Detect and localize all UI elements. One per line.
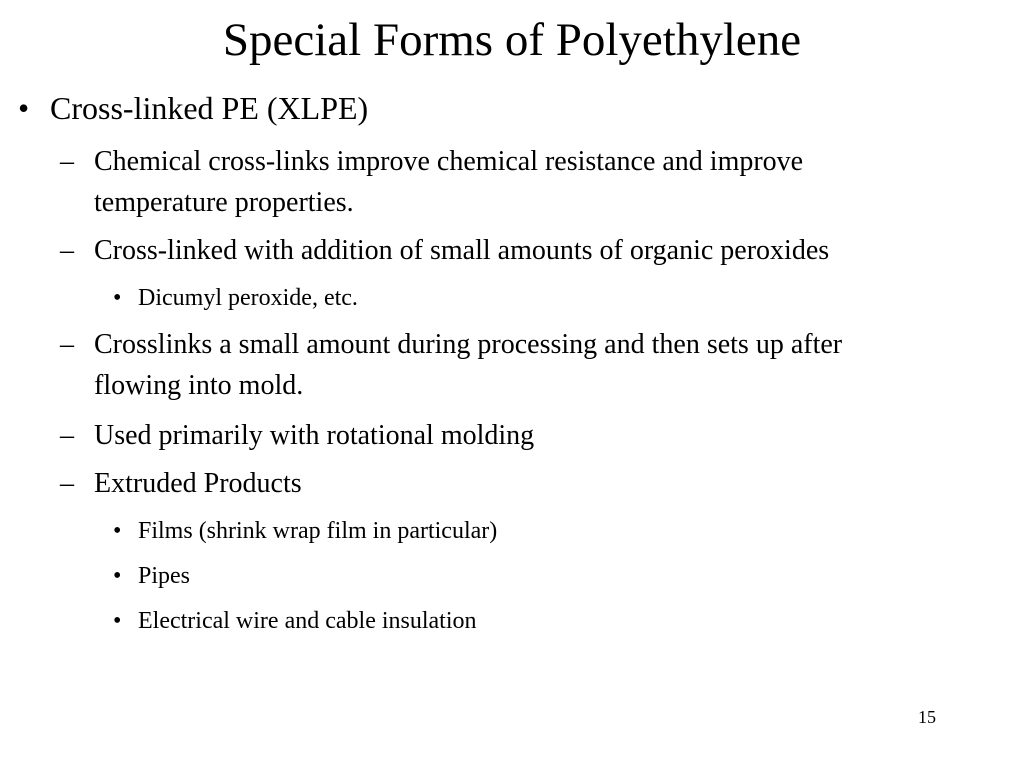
bullet-text: Pipes <box>138 563 191 589</box>
bullet-text: Electrical wire and cable insulation <box>138 608 477 634</box>
bullet-marker: • <box>113 563 122 589</box>
bullet-marker: • <box>113 518 122 544</box>
dash-marker: – <box>60 235 74 266</box>
bullet-text-line: Crosslinks a small amount during processing and then sets up after <box>94 329 843 360</box>
bullet-text <box>94 324 842 406</box>
bullet-marker: • <box>113 608 122 634</box>
dash-marker: – <box>60 329 74 360</box>
dash-marker: – <box>60 468 74 499</box>
bullet-text-line: temperature properties. <box>94 187 354 218</box>
dash-marker: – <box>60 420 74 451</box>
slide-title: Special Forms of Polyethylene <box>222 14 802 66</box>
bullet-text: Films (shrink wrap film in particular) <box>138 518 498 544</box>
bullet-text: Extruded Products <box>94 468 302 499</box>
bullet-marker: • <box>113 285 122 311</box>
bullet-text <box>94 141 803 223</box>
dash-marker: – <box>60 146 74 177</box>
bullet-text: Cross-linked with addition of small amounts of organic peroxides <box>94 235 830 266</box>
bullet-marker: • <box>18 90 30 126</box>
page-number: 15 <box>918 707 936 727</box>
bullet-text: Dicumyl peroxide, etc. <box>138 285 358 311</box>
bullet-text: Used primarily with rotational molding <box>94 420 535 451</box>
bullet-text-line: flowing into mold. <box>94 370 304 401</box>
bullet-text-line: Chemical cross-links improve chemical resistance and improve <box>94 146 804 177</box>
bullet-text: Cross-linked PE (XLPE) <box>50 90 369 126</box>
